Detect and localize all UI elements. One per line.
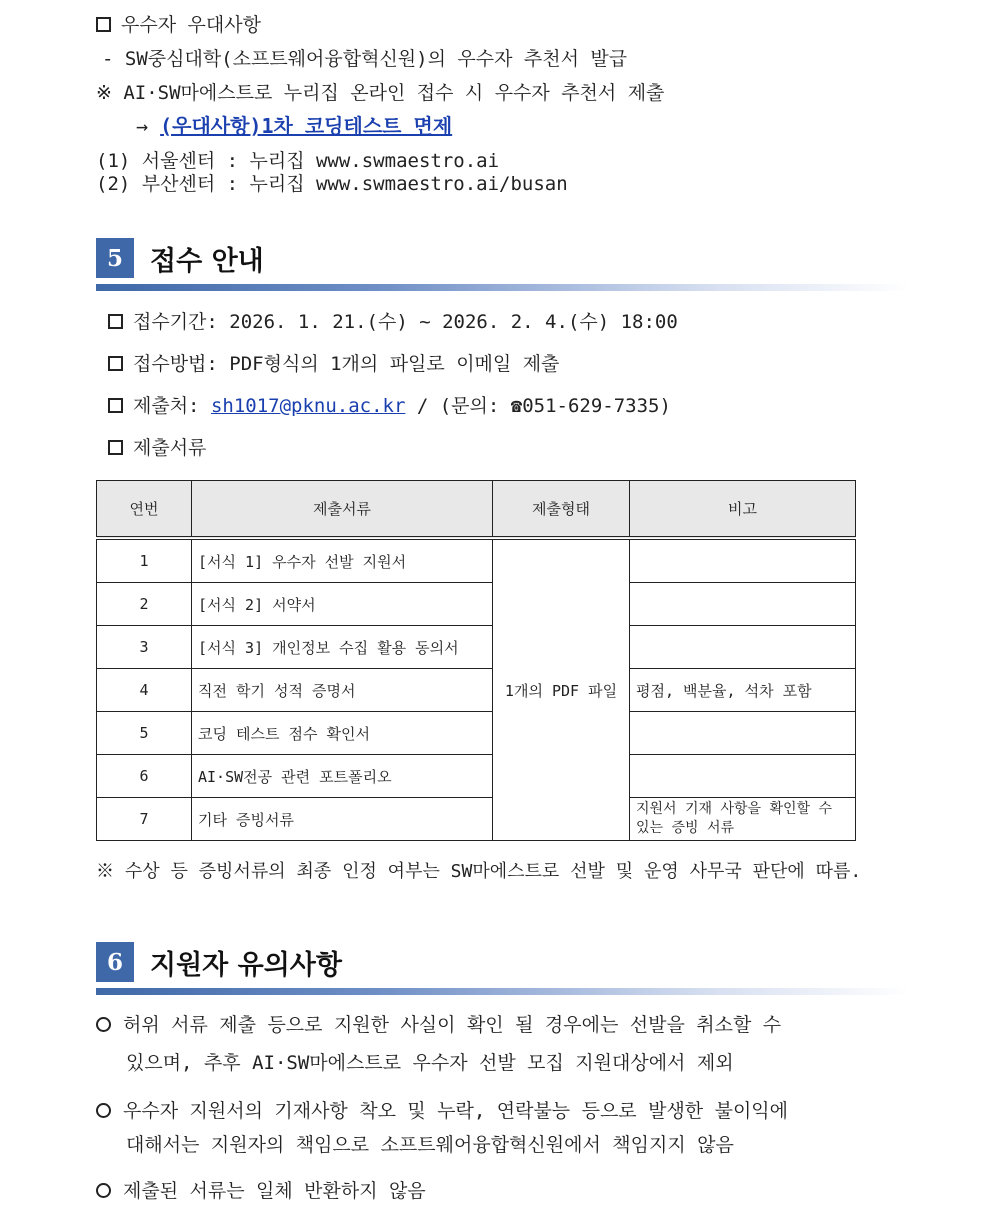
preference-heading bbox=[96, 13, 261, 37]
row-no: 4 bbox=[97, 669, 192, 712]
header-note: 비고 bbox=[630, 481, 856, 539]
submit-line bbox=[108, 394, 671, 418]
caution-item bbox=[96, 1006, 896, 1082]
checkbox-square-icon bbox=[108, 356, 123, 371]
row-doc: 기타 증빙서류 bbox=[192, 798, 493, 841]
row-no: 5 bbox=[97, 712, 192, 755]
checkbox-square-icon bbox=[108, 314, 123, 329]
circle-bullet-icon bbox=[96, 1017, 111, 1032]
table-header-row bbox=[97, 481, 856, 539]
section-5-header bbox=[96, 238, 264, 278]
method-text: 접수방법: PDF형식의 1개의 파일로 이메일 제출 bbox=[133, 353, 560, 375]
center-seoul: (1) 서울센터 : 누리집 www.swmaestro.ai bbox=[96, 150, 500, 172]
row-doc: AI·SW전공 관련 포트폴리오 bbox=[192, 755, 493, 798]
caution-text: 우수자 지원서의 기재사항 착오 및 누락, 연락불능 등으로 발생한 불이익에 bbox=[123, 1100, 789, 1122]
preference-arrow-line bbox=[136, 114, 452, 138]
period-text: 접수기간: 2026. 1. 21.(수) ~ 2026. 2. 4.(수) 18:00 bbox=[133, 311, 678, 333]
docs-label: 제출서류 bbox=[133, 437, 207, 459]
submit-label: 제출처: bbox=[133, 395, 211, 417]
row-form: 1개의 PDF 파일 bbox=[493, 538, 630, 841]
row-note bbox=[630, 626, 856, 669]
period-line bbox=[108, 310, 678, 334]
section-title: 지원자 유의사항 bbox=[150, 949, 342, 981]
row-note: 평점, 백분율, 석차 포함 bbox=[630, 669, 856, 712]
preference-item: - SW중심대학(소프트웨어융합혁신원)의 우수자 추천서 발급 bbox=[102, 48, 628, 70]
row-doc: 직전 학기 성적 증명서 bbox=[192, 669, 493, 712]
caution-line-2: 있으며, 추후 AI·SW마에스트로 우수자 선발 모집 지원대상에서 제외 bbox=[126, 1052, 734, 1074]
header-no: 연번 bbox=[97, 481, 192, 539]
table-footnote: ※ 수상 등 증빙서류의 최종 인정 여부는 SW마에스트로 선발 및 운영 사무국 판단에 따름. bbox=[96, 861, 862, 882]
circle-bullet-icon bbox=[96, 1103, 111, 1118]
row-note bbox=[630, 583, 856, 626]
row-note bbox=[630, 712, 856, 755]
table-row bbox=[97, 798, 856, 841]
row-doc: [서식 3] 개인정보 수집 활용 동의서 bbox=[192, 626, 493, 669]
row-no: 1 bbox=[97, 538, 192, 583]
section-number-badge: 5 bbox=[96, 238, 134, 278]
table-row bbox=[97, 712, 856, 755]
section-number-badge: 6 bbox=[96, 942, 134, 982]
section-divider bbox=[96, 284, 910, 291]
center-busan: (2) 부산센터 : 누리집 www.swmaestro.ai/busan bbox=[96, 173, 568, 195]
row-no: 6 bbox=[97, 755, 192, 798]
preference-note: ※ AI·SW마에스트로 누리집 온라인 접수 시 우수자 추천서 제출 bbox=[96, 82, 665, 104]
table-row bbox=[97, 755, 856, 798]
caution-line-1 bbox=[96, 1014, 781, 1036]
row-doc: [서식 2] 서약서 bbox=[192, 583, 493, 626]
checkbox-square-icon bbox=[96, 17, 111, 32]
row-no: 7 bbox=[97, 798, 192, 841]
header-doc: 제출서류 bbox=[192, 481, 493, 539]
section-title: 접수 안내 bbox=[150, 245, 264, 277]
checkbox-square-icon bbox=[108, 440, 123, 455]
docs-line bbox=[108, 436, 206, 460]
row-note bbox=[630, 755, 856, 798]
arrow-icon: → bbox=[136, 114, 149, 138]
table-row bbox=[97, 538, 856, 583]
row-doc: 코딩 테스트 점수 확인서 bbox=[192, 712, 493, 755]
table-row bbox=[97, 669, 856, 712]
table-row bbox=[97, 626, 856, 669]
caution-line-1 bbox=[96, 1100, 788, 1122]
row-no: 3 bbox=[97, 626, 192, 669]
caution-text: 허위 서류 제출 등으로 지원한 사실이 확인 될 경우에는 선발을 취소할 수 bbox=[123, 1014, 782, 1036]
caution-line-1 bbox=[96, 1180, 426, 1202]
method-line bbox=[108, 352, 559, 376]
preference-benefit: (우대사항)1차 코딩테스트 면제 bbox=[160, 114, 453, 138]
section-6-header bbox=[96, 942, 342, 982]
checkbox-square-icon bbox=[108, 398, 123, 413]
row-doc: [서식 1] 우수자 선발 지원서 bbox=[192, 538, 493, 583]
circle-bullet-icon bbox=[96, 1183, 111, 1198]
contact-text: / (문의: ☎051-629-7335) bbox=[405, 395, 671, 417]
caution-item bbox=[96, 1172, 896, 1210]
caution-item bbox=[96, 1094, 896, 1162]
preference-heading-text: 우수자 우대사항 bbox=[121, 14, 261, 36]
caution-line-2: 대해서는 지원자의 책임으로 소프트웨어융합혁신원에서 책임지지 않음 bbox=[126, 1134, 734, 1156]
table-row bbox=[97, 583, 856, 626]
caution-text: 제출된 서류는 일체 반환하지 않음 bbox=[123, 1180, 426, 1202]
header-form: 제출형태 bbox=[493, 481, 630, 539]
row-note bbox=[630, 538, 856, 583]
row-no: 2 bbox=[97, 583, 192, 626]
section-divider bbox=[96, 988, 910, 995]
documents-table bbox=[96, 480, 856, 841]
email-link[interactable]: sh1017@pknu.ac.kr bbox=[210, 395, 406, 417]
row-note: 지원서 기재 사항을 확인할 수 있는 증빙 서류 bbox=[630, 798, 856, 841]
